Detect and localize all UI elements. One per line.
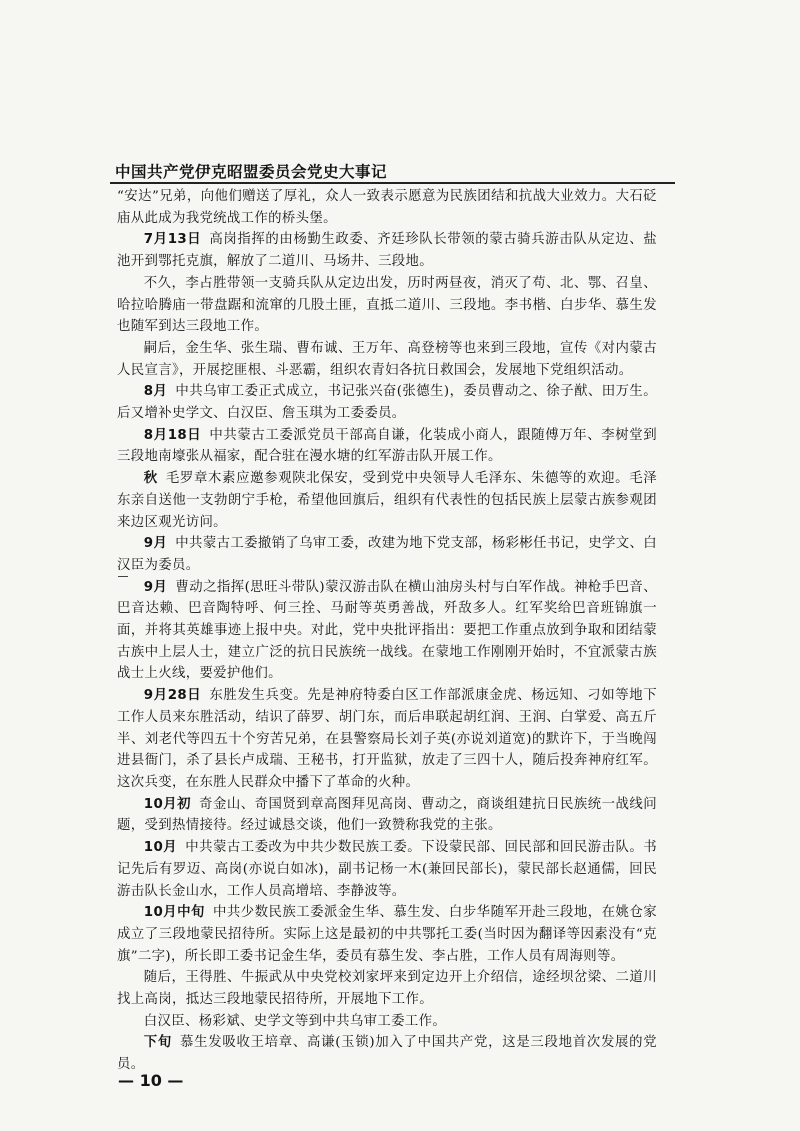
paragraph bbox=[117, 338, 657, 381]
entry-text: 曹动之指挥(思旺斗带队)蒙汉游击队在横山油房头村与白军作战。神枪手巴音、巴音达赖、巴音陶特呼、何三拴、马耐等英勇善战，歼敌多人。红军奖给巴音班锦旗一面，并将其英雄事迹上报中央。对此，党中央批评指出：要把工作重点放到争取和团结蒙古族中上层人士，建立广泛的抗日民族统一战线。在蒙地工作刚刚开始时，不宜派蒙古族战士上火线，要爱护他们。 bbox=[117, 579, 657, 682]
chronicle-entry bbox=[117, 533, 657, 576]
entry-text: 中共乌审工委正式成立，书记张兴奋(张德生)，委员曹动之、徐子猷、田万生。后又增补史学文、白汉臣、詹玉琪为工委委员。 bbox=[117, 384, 657, 422]
entry-text: 慕生发吸收王培章、高谦(玉锁)加入了中国共产党，这是三段地首次发展的党员。 bbox=[117, 1035, 657, 1073]
entry-date: 9月 bbox=[143, 536, 168, 552]
entry-date: 秋 bbox=[143, 471, 158, 487]
entry-text: 奇金山、奇国贤到章高图拜见高岗、曹动之，商谈组建抗日民族统一战线问题，受到热情接待。经过诚恳交谈，他们一致赞称我党的主张。 bbox=[117, 796, 657, 834]
entry-date: 9月28日 bbox=[143, 688, 202, 704]
paragraph-text: “安达”兄弟，向他们赠送了厚礼，众人一致表示愿意为民族团结和抗战大业效力。大石砭庙从此成为我党统战工作的桥头堡。 bbox=[117, 189, 657, 226]
entry-date: 9月 bbox=[143, 579, 168, 595]
chronicle-entry bbox=[117, 794, 657, 837]
chronicle-entry bbox=[117, 1032, 657, 1075]
chronicle-entry bbox=[117, 425, 657, 468]
entry-date: 10月初 bbox=[143, 796, 192, 812]
paragraph bbox=[117, 273, 657, 338]
running-header-title: 中国共产党伊克昭盟委员会党史大事记 bbox=[115, 163, 388, 181]
chronicle-entry bbox=[117, 685, 657, 794]
entry-text: 高岗指挥的由杨勤生政委、齐廷珍队长带领的蒙古骑兵游击队从定边、盐池开到鄂托克旗，解放了二道川、马场井、三段地。 bbox=[117, 232, 657, 270]
entry-date: 10月 bbox=[143, 840, 178, 856]
entry-date: 8月18日 bbox=[143, 427, 202, 443]
entry-date: 7月13日 bbox=[143, 232, 202, 248]
paragraph-text: 嗣后，金生华、张生瑞、曹布诚、王万年、高登榜等也来到三段地，宣传《对内蒙古人民宣言》，开展挖匪根、斗恶霸，组织农青妇各抗日救国会，发展地下党组织活动。 bbox=[117, 340, 657, 378]
entry-text: 中共蒙古工委派党员干部高自谦，化装成小商人，跟随傅万年、李树堂到三段地南壕张从福家，配合驻在漫水塘的红军游击队开展工作。 bbox=[117, 427, 657, 465]
entry-date: 下旬 bbox=[143, 1035, 173, 1051]
entry-text: 中共蒙古工委撤销了乌审工委，改建为地下党支部，杨彩彬任书记，史学文、白汉臣为委员。 bbox=[117, 536, 657, 573]
entry-text: 毛罗章木素应邀参观陕北保安，受到党中央领导人毛泽东、朱德等的欢迎。毛泽东亲自送他一支勃朗宁手枪，希望他回旗后，组织有代表性的包括民族上层蒙古族参观团来边区观光访问。 bbox=[117, 471, 657, 530]
paragraph-text: 白汉臣、杨彩斌、史学文等到中共乌审工委工作。 bbox=[143, 1013, 447, 1029]
paragraph bbox=[117, 1011, 657, 1033]
paragraph-text: 不久，李占胜带领一支骑兵队从定边出发，历时两昼夜，消灭了苟、北、鄂、召皇、哈拉哈腾庙一带盘踞和流窜的几股土匪，直抵二道川、三段地。李书楷、白步华、慕生发也随军到达三段地工作。 bbox=[117, 275, 657, 335]
paragraph-text: 随后，王得胜、牛振武从中央党校刘家坪来到定边开上介绍信，途经坝岔梁、二道川找上高岗，抵达三段地蒙民招待所，开展地下工作。 bbox=[117, 970, 657, 1008]
paragraph bbox=[117, 967, 657, 1010]
chronicle-entry bbox=[117, 381, 657, 424]
entry-text: 中共少数民族工委派金生华、慕生发、白步华随军开赴三段地，在姚仓家成立了三段地蒙民招待所。实际上这是最初的中共鄂托工委(当时因为翻译等因素没有“克旗”二字)，所长即工委书记金生华，委员有慕生发、李占胜，工作人员有周海则等。 bbox=[117, 905, 657, 964]
entry-text: 东胜发生兵变。先是神府特委白区工作部派康金虎、杨远知、刁如等地下工作人员来东胜活动，结识了薛罗、胡门东，而后串联起胡红润、王润、白掌爱、高五斤半、刘老代等四五十个穷苦兄弟，在县警察局长刘子英(亦说刘道宽)的默许下，于当晚闯进县衙门，杀了县长卢成瑞、王秘书，打开监狱，放走了三四十人，随后投奔神府红军。这次兵变，在东胜人民群众中播下了革命的火种。 bbox=[117, 688, 657, 790]
chronicle-entry bbox=[117, 577, 657, 686]
entry-date: 8月 bbox=[143, 384, 168, 400]
chronicle-entry bbox=[117, 229, 657, 272]
body-text bbox=[117, 186, 657, 1076]
entry-date: 10月中旬 bbox=[143, 905, 205, 921]
header-rule bbox=[110, 182, 675, 184]
chronicle-entry bbox=[117, 468, 657, 533]
chronicle-entry bbox=[117, 902, 657, 967]
chronicle-entry bbox=[117, 837, 657, 902]
page-number: — 10 — bbox=[118, 1071, 184, 1090]
paragraph bbox=[117, 186, 657, 229]
entry-text: 中共蒙古工委改为中共少数民族工委。下设蒙民部、回民部和回民游击队。书记先后有罗迈、高岗(亦说白如冰)，副书记杨一木(兼回民部长)，蒙民部长赵通儒，回民游击队长金山水，工作人员高增培、李静波等。 bbox=[117, 840, 657, 899]
